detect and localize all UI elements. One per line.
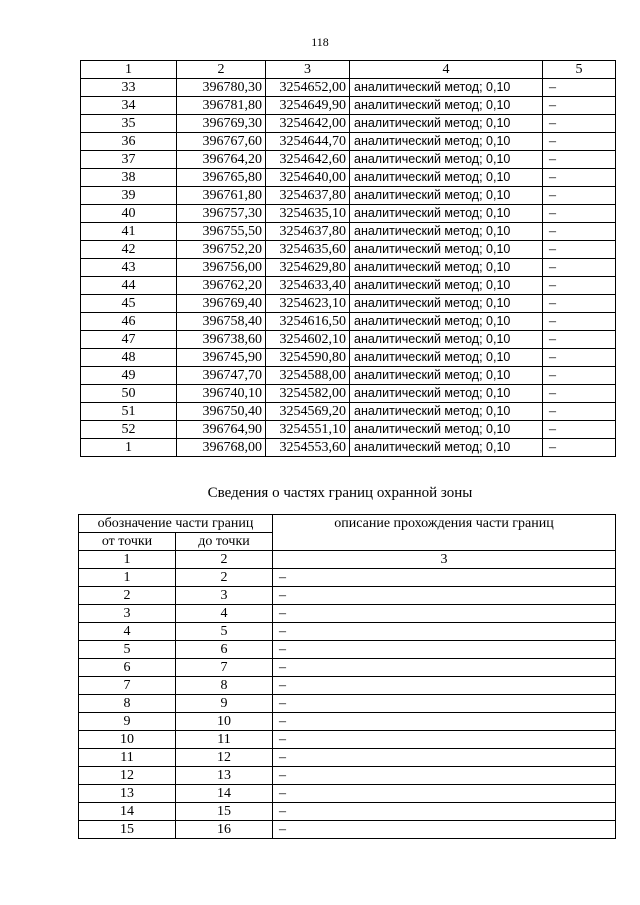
parts-cell: – — [273, 605, 616, 623]
parts-cell: 5 — [79, 641, 176, 659]
coordinates-cell: аналитический метод; 0,10 — [350, 169, 543, 187]
parts-row — [79, 713, 616, 731]
parts-cell: 12 — [176, 749, 273, 767]
parts-cell: – — [273, 785, 616, 803]
coordinates-cell: 46 — [81, 313, 177, 331]
coordinates-row — [81, 223, 616, 241]
parts-row — [79, 659, 616, 677]
parts-cell: 15 — [176, 803, 273, 821]
page-number: 118 — [311, 35, 329, 49]
coordinates-cell: 3254588,00 — [266, 367, 350, 385]
parts-row — [79, 677, 616, 695]
coordinates-cell: 34 — [81, 97, 177, 115]
coordinates-cell: 3254644,70 — [266, 133, 350, 151]
parts-cell: 4 — [176, 605, 273, 623]
parts-cell: – — [273, 695, 616, 713]
coordinates-cell: 396781,80 — [177, 97, 266, 115]
parts-cell: 12 — [79, 767, 176, 785]
parts-number-cell: 3 — [273, 551, 616, 569]
parts-header-from: от точки — [79, 533, 176, 551]
coordinates-cell: – — [543, 313, 616, 331]
parts-cell: 7 — [79, 677, 176, 695]
coordinates-row — [81, 439, 616, 457]
coordinates-cell: 39 — [81, 187, 177, 205]
parts-cell: – — [273, 659, 616, 677]
parts-row — [79, 623, 616, 641]
coordinates-cell: – — [543, 169, 616, 187]
coordinates-cell: 396769,30 — [177, 115, 266, 133]
coordinates-cell: аналитический метод; 0,10 — [350, 421, 543, 439]
parts-row — [79, 803, 616, 821]
parts-cell: 6 — [176, 641, 273, 659]
coordinates-cell: 396767,60 — [177, 133, 266, 151]
coordinates-cell: 396752,20 — [177, 241, 266, 259]
coordinates-cell: 3254590,80 — [266, 349, 350, 367]
coordinates-cell: 396758,40 — [177, 313, 266, 331]
coordinates-cell: 396745,90 — [177, 349, 266, 367]
parts-row — [79, 731, 616, 749]
coordinates-cell: 45 — [81, 295, 177, 313]
parts-cell: 6 — [79, 659, 176, 677]
parts-cell: – — [273, 731, 616, 749]
coordinates-cell: аналитический метод; 0,10 — [350, 439, 543, 457]
coordinates-cell: – — [543, 385, 616, 403]
coordinates-cell: 396768,00 — [177, 439, 266, 457]
parts-cell: 14 — [176, 785, 273, 803]
coordinates-header-cell: 5 — [543, 61, 616, 79]
parts-cell: 2 — [176, 569, 273, 587]
parts-cell: 11 — [176, 731, 273, 749]
parts-cell: – — [273, 767, 616, 785]
coordinates-cell: 396762,20 — [177, 277, 266, 295]
parts-cell: 8 — [79, 695, 176, 713]
coordinates-row — [81, 79, 616, 97]
coordinates-cell: 3254629,80 — [266, 259, 350, 277]
coordinates-cell: 396761,80 — [177, 187, 266, 205]
coordinates-cell: 36 — [81, 133, 177, 151]
boundary-parts-table — [78, 514, 616, 839]
parts-cell: 3 — [79, 605, 176, 623]
coordinates-cell: 396738,60 — [177, 331, 266, 349]
parts-header-description: описание прохождения части границ — [273, 515, 616, 551]
coordinates-cell: 50 — [81, 385, 177, 403]
coordinates-cell: 396756,00 — [177, 259, 266, 277]
coordinates-cell: аналитический метод; 0,10 — [350, 115, 543, 133]
coordinates-header-cell: 1 — [81, 61, 177, 79]
coordinates-cell: аналитический метод; 0,10 — [350, 385, 543, 403]
coordinates-row — [81, 187, 616, 205]
parts-header-row — [79, 515, 616, 533]
coordinates-row — [81, 421, 616, 439]
coordinates-cell: 41 — [81, 223, 177, 241]
coordinates-cell: 396780,30 — [177, 79, 266, 97]
coordinates-cell: 33 — [81, 79, 177, 97]
parts-cell: – — [273, 641, 616, 659]
parts-cell: 13 — [79, 785, 176, 803]
coordinates-row — [81, 331, 616, 349]
coordinates-cell: 3254602,10 — [266, 331, 350, 349]
coordinates-row — [81, 385, 616, 403]
coordinates-row — [81, 367, 616, 385]
coordinates-cell: 47 — [81, 331, 177, 349]
coordinates-cell: 1 — [81, 439, 177, 457]
coordinates-cell: 3254551,10 — [266, 421, 350, 439]
coordinates-cell: аналитический метод; 0,10 — [350, 133, 543, 151]
coordinates-cell: 396755,50 — [177, 223, 266, 241]
coordinates-cell: – — [543, 241, 616, 259]
parts-cell: 3 — [176, 587, 273, 605]
parts-row — [79, 587, 616, 605]
coordinates-cell: 3254582,00 — [266, 385, 350, 403]
coordinates-cell: 3254652,00 — [266, 79, 350, 97]
parts-number-row — [79, 551, 616, 569]
coordinates-row — [81, 349, 616, 367]
coordinates-table — [80, 60, 616, 457]
coordinates-cell: аналитический метод; 0,10 — [350, 403, 543, 421]
parts-row — [79, 569, 616, 587]
parts-cell: 10 — [79, 731, 176, 749]
coordinates-cell: аналитический метод; 0,10 — [350, 241, 543, 259]
coordinates-cell: 396757,30 — [177, 205, 266, 223]
parts-cell: 14 — [79, 803, 176, 821]
coordinates-cell: 3254642,60 — [266, 151, 350, 169]
coordinates-cell: 3254635,10 — [266, 205, 350, 223]
parts-row — [79, 641, 616, 659]
parts-cell: – — [273, 713, 616, 731]
coordinates-cell: аналитический метод; 0,10 — [350, 277, 543, 295]
coordinates-cell: – — [543, 331, 616, 349]
parts-cell: 15 — [79, 821, 176, 839]
parts-number-cell: 1 — [79, 551, 176, 569]
coordinates-cell: аналитический метод; 0,10 — [350, 187, 543, 205]
coordinates-cell: 396747,70 — [177, 367, 266, 385]
parts-cell: 7 — [176, 659, 273, 677]
coordinates-cell: – — [543, 151, 616, 169]
coordinates-cell: аналитический метод; 0,10 — [350, 349, 543, 367]
coordinates-cell: 3254649,90 — [266, 97, 350, 115]
coordinates-cell: 3254633,40 — [266, 277, 350, 295]
coordinates-row — [81, 115, 616, 133]
coordinates-cell: – — [543, 223, 616, 241]
coordinates-cell: 396740,10 — [177, 385, 266, 403]
parts-row — [79, 821, 616, 839]
coordinates-header-cell: 4 — [350, 61, 543, 79]
parts-row — [79, 695, 616, 713]
coordinates-cell: – — [543, 349, 616, 367]
parts-row — [79, 605, 616, 623]
parts-cell: 1 — [79, 569, 176, 587]
coordinates-cell: 40 — [81, 205, 177, 223]
parts-row — [79, 767, 616, 785]
coordinates-row — [81, 259, 616, 277]
coordinates-row — [81, 97, 616, 115]
coordinates-cell: аналитический метод; 0,10 — [350, 151, 543, 169]
section-title: Сведения о частях границ охранной зоны — [207, 485, 473, 501]
coordinates-row — [81, 313, 616, 331]
parts-cell: – — [273, 821, 616, 839]
coordinates-row — [81, 241, 616, 259]
coordinates-cell: – — [543, 79, 616, 97]
coordinates-cell: 396769,40 — [177, 295, 266, 313]
coordinates-cell: 3254616,50 — [266, 313, 350, 331]
parts-cell: – — [273, 749, 616, 767]
parts-cell: 16 — [176, 821, 273, 839]
coordinates-row — [81, 403, 616, 421]
coordinates-cell: – — [543, 97, 616, 115]
coordinates-cell: 49 — [81, 367, 177, 385]
parts-cell: 13 — [176, 767, 273, 785]
coordinates-cell: 38 — [81, 169, 177, 187]
parts-cell: 9 — [79, 713, 176, 731]
coordinates-cell: аналитический метод; 0,10 — [350, 97, 543, 115]
coordinates-cell: 396764,20 — [177, 151, 266, 169]
coordinates-header-cell: 2 — [177, 61, 266, 79]
parts-cell: 4 — [79, 623, 176, 641]
coordinates-cell: – — [543, 133, 616, 151]
coordinates-cell: аналитический метод; 0,10 — [350, 205, 543, 223]
coordinates-cell: – — [543, 115, 616, 133]
parts-number-cell: 2 — [176, 551, 273, 569]
coordinates-cell: аналитический метод; 0,10 — [350, 295, 543, 313]
coordinates-cell: 48 — [81, 349, 177, 367]
parts-cell: 9 — [176, 695, 273, 713]
coordinates-row — [81, 295, 616, 313]
coordinates-header-cell: 3 — [266, 61, 350, 79]
coordinates-row — [81, 277, 616, 295]
coordinates-cell: – — [543, 259, 616, 277]
coordinates-cell: 3254642,00 — [266, 115, 350, 133]
parts-cell: – — [273, 803, 616, 821]
coordinates-cell: 42 — [81, 241, 177, 259]
parts-cell: 5 — [176, 623, 273, 641]
parts-cell: – — [273, 677, 616, 695]
parts-cell: – — [273, 623, 616, 641]
coordinates-cell: – — [543, 205, 616, 223]
parts-row — [79, 785, 616, 803]
parts-cell: – — [273, 587, 616, 605]
coordinates-cell: 396765,80 — [177, 169, 266, 187]
coordinates-cell: – — [543, 367, 616, 385]
coordinates-cell: аналитический метод; 0,10 — [350, 313, 543, 331]
coordinates-header-row — [81, 61, 616, 79]
parts-cell: 2 — [79, 587, 176, 605]
coordinates-cell: 51 — [81, 403, 177, 421]
coordinates-cell: – — [543, 295, 616, 313]
coordinates-cell: 3254623,10 — [266, 295, 350, 313]
coordinates-cell: – — [543, 439, 616, 457]
coordinates-cell: 3254635,60 — [266, 241, 350, 259]
coordinates-cell: – — [543, 277, 616, 295]
parts-header-group: обозначение части границ — [79, 515, 273, 533]
coordinates-cell: 43 — [81, 259, 177, 277]
parts-cell: 10 — [176, 713, 273, 731]
coordinates-cell: 3254637,80 — [266, 223, 350, 241]
coordinates-cell: аналитический метод; 0,10 — [350, 223, 543, 241]
coordinates-cell: аналитический метод; 0,10 — [350, 79, 543, 97]
parts-cell: 8 — [176, 677, 273, 695]
coordinates-cell: 396750,40 — [177, 403, 266, 421]
coordinates-cell: аналитический метод; 0,10 — [350, 367, 543, 385]
coordinates-cell: 396764,90 — [177, 421, 266, 439]
coordinates-cell: 3254637,80 — [266, 187, 350, 205]
coordinates-cell: – — [543, 421, 616, 439]
coordinates-cell: 37 — [81, 151, 177, 169]
coordinates-cell: 44 — [81, 277, 177, 295]
coordinates-cell: 35 — [81, 115, 177, 133]
coordinates-row — [81, 151, 616, 169]
coordinates-cell: аналитический метод; 0,10 — [350, 331, 543, 349]
parts-row — [79, 749, 616, 767]
coordinates-cell: 3254553,60 — [266, 439, 350, 457]
coordinates-cell: 3254640,00 — [266, 169, 350, 187]
coordinates-cell: – — [543, 187, 616, 205]
coordinates-row — [81, 169, 616, 187]
coordinates-cell: аналитический метод; 0,10 — [350, 259, 543, 277]
coordinates-row — [81, 133, 616, 151]
coordinates-cell: – — [543, 403, 616, 421]
parts-cell: 11 — [79, 749, 176, 767]
coordinates-cell: 3254569,20 — [266, 403, 350, 421]
coordinates-row — [81, 205, 616, 223]
parts-cell: – — [273, 569, 616, 587]
parts-header-to: до точки — [176, 533, 273, 551]
coordinates-cell: 52 — [81, 421, 177, 439]
